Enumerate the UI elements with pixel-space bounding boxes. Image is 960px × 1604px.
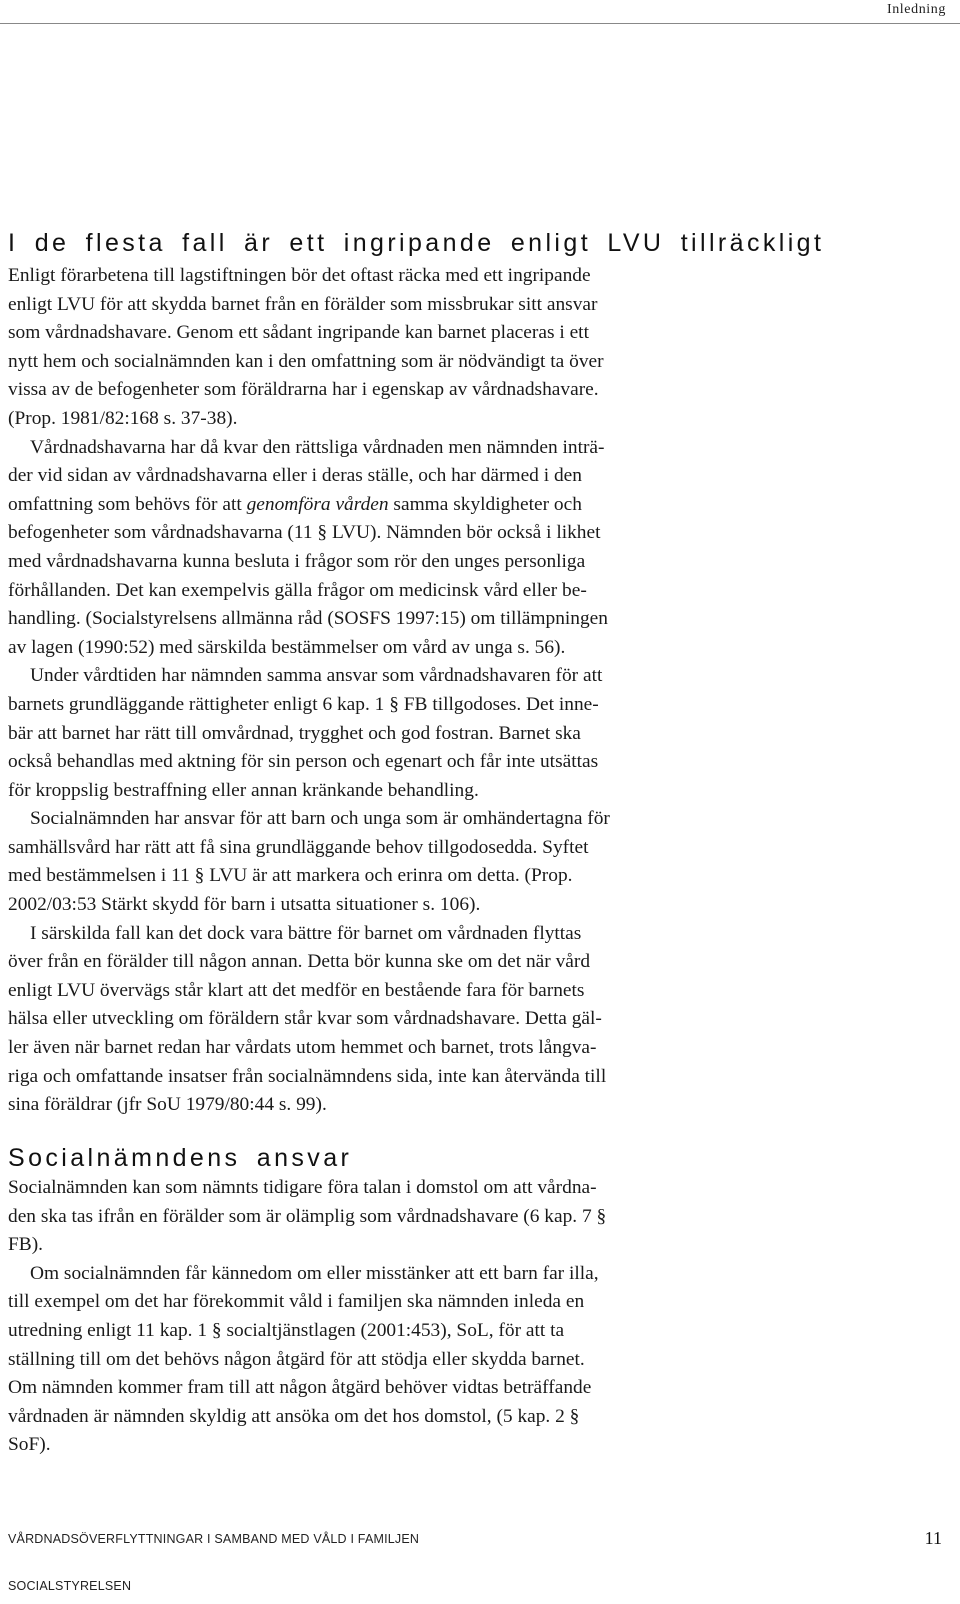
- text-line: som vårdnadshavare. Genom ett sådant ingripande kan barnet placeras i ett: [8, 322, 589, 344]
- text-line: med vårdnadshavarna kunna besluta i frågor som rör den unges personliga: [8, 550, 586, 572]
- paragraph: [8, 1260, 738, 1460]
- paragraph: [8, 920, 738, 1120]
- section-2-body: [8, 1174, 738, 1460]
- text-line: barnets grundläggande rättigheter enligt 6 kap. 1 § FB tillgodoses. Det inne-: [8, 693, 599, 715]
- text-line: der vid sidan av vårdnadshavarna eller i deras ställe, och har därmed i den: [8, 465, 582, 487]
- section-heading-2: Socialnämndens ansvar: [8, 1144, 353, 1172]
- text-line: ler även när barnet redan har vårdats utom hemmet och barnet, trots långva-: [8, 1037, 597, 1059]
- paragraph: [8, 434, 738, 663]
- text-line: (Prop. 1981/82:168 s. 37-38).: [8, 407, 238, 429]
- text-line: 2002/03:53 Stärkt skydd för barn i utsatta situationer s. 106).: [8, 894, 481, 916]
- footer-organization: SOCIALSTYRELSEN: [8, 1579, 132, 1593]
- text-run: samma skyldigheter och: [388, 493, 582, 515]
- text-line: för kroppslig bestraffning eller annan kränkande behandling.: [8, 779, 479, 801]
- text-line: till exempel om det har förekommit våld i familjen ska nämnden inleda en: [8, 1291, 585, 1313]
- text-line: Vårdnadshavarna har då kvar den rättsliga vårdnaden men nämnden inträ-: [30, 436, 605, 458]
- emphasis-text: genomföra vården: [246, 493, 389, 515]
- text-line: enligt LVU för att skydda barnet från en förälder som missbrukar sitt ansvar: [8, 293, 598, 315]
- text-line: enligt LVU övervägs står klart att det medför en bestående fara för barnets: [8, 979, 585, 1001]
- text-line: riga och omfattande insatser från socialnämndens sida, inte kan återvända till: [8, 1065, 607, 1087]
- text-line: handling. (Socialstyrelsens allmänna råd (SOSFS 1997:15) om tillämpningen: [8, 608, 608, 630]
- text-line-with-emphasis: [8, 491, 738, 520]
- header-divider: [0, 23, 960, 24]
- paragraph: [8, 1174, 738, 1260]
- text-line: Socialnämnden kan som nämnts tidigare föra talan i domstol om att vårdna-: [8, 1177, 597, 1198]
- text-line: med bestämmelsen i 11 § LVU är att markera och erinra om detta. (Prop.: [8, 865, 573, 887]
- footer-document-title: VÅRDNADSÖVERFLYTTNINGAR I SAMBAND MED VÅLD I FAMILJEN: [8, 1532, 420, 1546]
- text-line: nytt hem och socialnämnden kan i den omfattning som är nödvändigt ta över: [8, 350, 604, 372]
- text-line: sina föräldrar (jfr SoU 1979/80:44 s. 99).: [8, 1094, 327, 1116]
- text-line: förhållanden. Det kan exempelvis gälla frågor om medicinsk vård eller be-: [8, 579, 587, 601]
- text-line: Enligt förarbetena till lagstiftningen bör det oftast räcka med ett ingripande: [8, 265, 591, 286]
- text-line: utredning enligt 11 kap. 1 § socialtjänstlagen (2001:453), SoL, för att ta: [8, 1319, 565, 1341]
- text-line: befogenheter som vårdnadshavarna (11 § LVU). Nämnden bör också i likhet: [8, 522, 601, 544]
- text-line: FB).: [8, 1234, 44, 1256]
- text-run: omfattning som behövs för att: [8, 493, 247, 515]
- text-line: samhällsvård har rätt att få sina grundläggande behov tillgodosedda. Syftet: [8, 836, 589, 858]
- text-line: Om nämnden kommer fram till att någon åtgärd behöver vidtas beträffande: [8, 1377, 592, 1399]
- text-line: ställning till om det behövs någon åtgärd för att stödja eller skydda barnet.: [8, 1348, 585, 1370]
- paragraph: [8, 262, 738, 434]
- section-heading-1: I de flesta fall är ett ingripande enligt LVU tillräckligt: [8, 229, 825, 257]
- section-1-body: [8, 262, 738, 1120]
- text-line: I särskilda fall kan det dock vara bättre för barnet om vårdnaden flyttas: [30, 922, 582, 944]
- text-line: också behandlas med aktning för sin person och egenart och får inte utsättas: [8, 751, 599, 773]
- text-line: bär att barnet har rätt till omvårdnad, trygghet och god fostran. Barnet ska: [8, 722, 581, 744]
- paragraph: [8, 662, 738, 805]
- text-line: hälsa eller utveckling om föräldern står kvar som vårdnadshavare. Detta gäl-: [8, 1008, 602, 1030]
- running-header: Inledning: [886, 2, 946, 17]
- text-line: vårdnaden är nämnden skyldig att ansöka om det hos domstol, (5 kap. 2 §: [8, 1405, 580, 1427]
- paragraph: [8, 805, 738, 919]
- text-line: Under vårdtiden har nämnden samma ansvar som vårdnadshavaren för att: [30, 665, 603, 687]
- text-line: Om socialnämnden får kännedom om eller misstänker att ett barn far illa,: [30, 1262, 599, 1284]
- text-line: vissa av de befogenheter som föräldrarna har i egenskap av vårdnadshavare.: [8, 379, 599, 401]
- page-number: 11: [924, 1528, 942, 1548]
- text-line: SoF).: [8, 1434, 51, 1456]
- text-line: den ska tas ifrån en förälder som är olämplig som vårdnadshavare (6 kap. 7 §: [8, 1205, 607, 1227]
- text-line: Socialnämnden har ansvar för att barn och unga som är omhändertagna för: [30, 808, 610, 830]
- text-line: över från en förälder till någon annan. Detta bör kunna ske om det när vård: [8, 951, 591, 973]
- text-line: av lagen (1990:52) med särskilda bestämmelser om vård av unga s. 56).: [8, 636, 566, 658]
